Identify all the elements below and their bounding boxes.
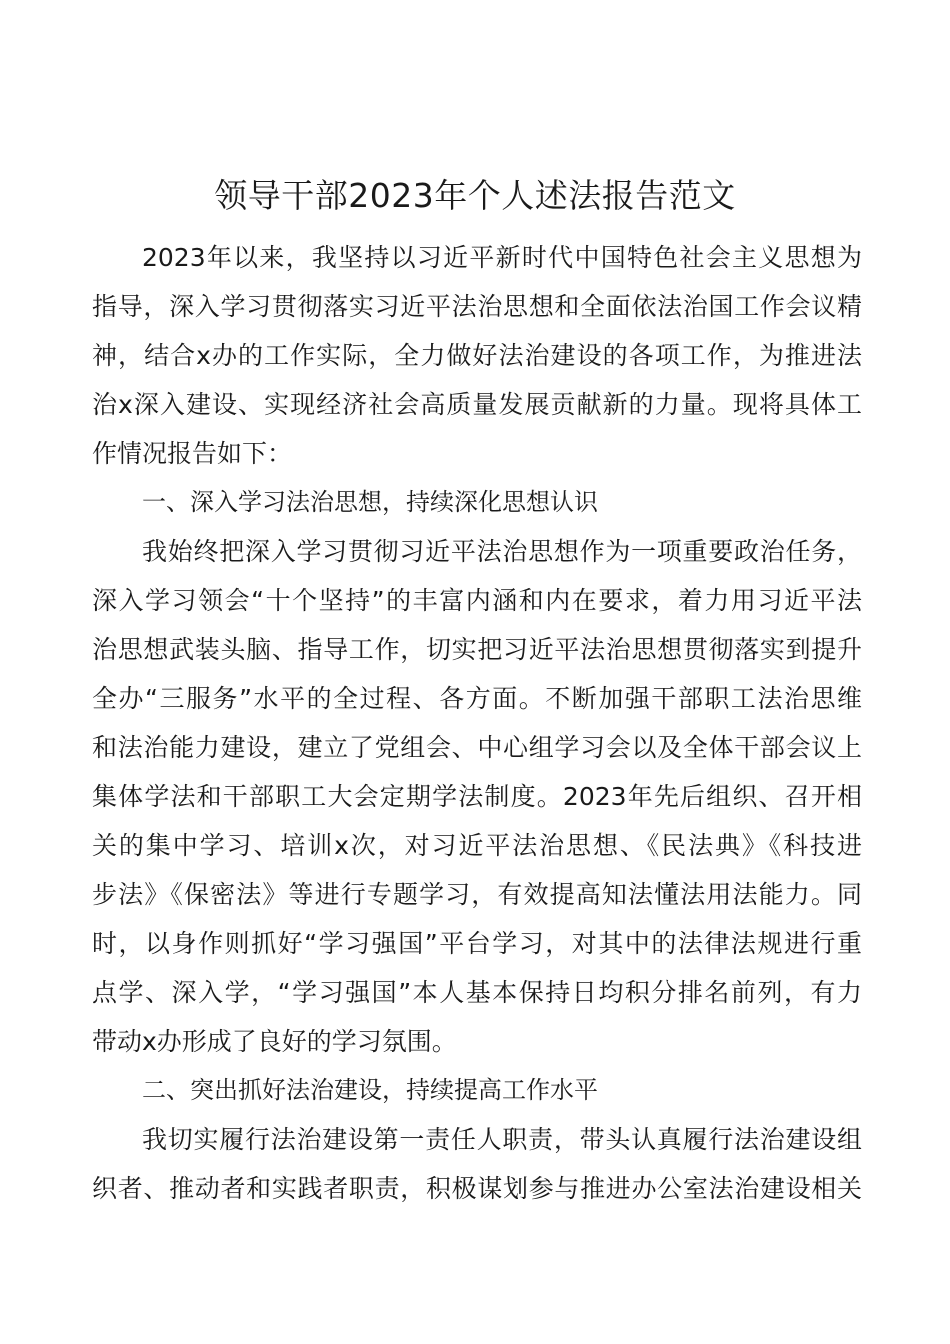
text-line: 点学、深入学，“学习强国”本人基本保持日均积分排名前列，有力 <box>92 978 862 1007</box>
text-line: 织者、推动者和实践者职责，积极谋划参与推进办公室法治建设相关 <box>92 1174 862 1203</box>
paragraph-section-1 <box>92 527 862 1066</box>
text-line: 集体学法和干部职工大会定期学法制度。2023年先后组织、召开相 <box>92 782 862 811</box>
text-line: 2023年以来，我坚持以习近平新时代中国特色社会主义思想为 <box>142 243 862 272</box>
paragraph-intro <box>92 233 862 478</box>
text-line: 和法治能力建设，建立了党组会、中心组学习会以及全体干部会议上 <box>92 733 862 762</box>
paragraph-section-2 <box>92 1115 862 1213</box>
document-title: 领导干部2023年个人述法报告范文 <box>214 176 736 215</box>
text-line: 全办“三服务”水平的全过程、各方面。不断加强干部职工法治思维 <box>92 684 862 713</box>
section-heading: 一、深入学习法治思想，持续深化思想认识 <box>142 488 598 516</box>
text-line: 我始终把深入学习贯彻习近平法治思想作为一项重要政治任务， <box>142 537 862 566</box>
text-line: 步法》《保密法》等进行专题学习，有效提高知法懂法用法能力。同 <box>92 880 862 909</box>
section-heading-2 <box>92 1066 862 1115</box>
text-line: 作情况报告如下： <box>92 439 293 468</box>
document-body <box>92 233 862 1213</box>
text-line: 指导，深入学习贯彻落实习近平法治思想和全面依法治国工作会议精 <box>92 292 862 321</box>
text-line: 深入学习领会“十个坚持”的丰富内涵和内在要求，着力用习近平法 <box>92 586 862 615</box>
text-line: 带动x办形成了良好的学习氛围。 <box>92 1027 457 1056</box>
text-line: 治x深入建设、实现经济社会高质量发展贡献新的力量。现将具体工 <box>92 390 862 419</box>
text-line: 关的集中学习、培训x次，对习近平法治思想、《民法典》《科技进 <box>92 831 862 860</box>
section-heading: 二、突出抓好法治建设，持续提高工作水平 <box>142 1076 598 1104</box>
section-heading-1 <box>92 478 862 527</box>
text-line: 我切实履行法治建设第一责任人职责，带头认真履行法治建设组 <box>142 1125 862 1154</box>
text-line: 神，结合x办的工作实际，全力做好法治建设的各项工作，为推进法 <box>92 341 862 370</box>
text-line: 时，以身作则抓好“学习强国”平台学习，对其中的法律法规进行重 <box>92 929 862 958</box>
text-line: 治思想武装头脑、指导工作，切实把习近平法治思想贯彻落实到提升 <box>92 635 862 664</box>
